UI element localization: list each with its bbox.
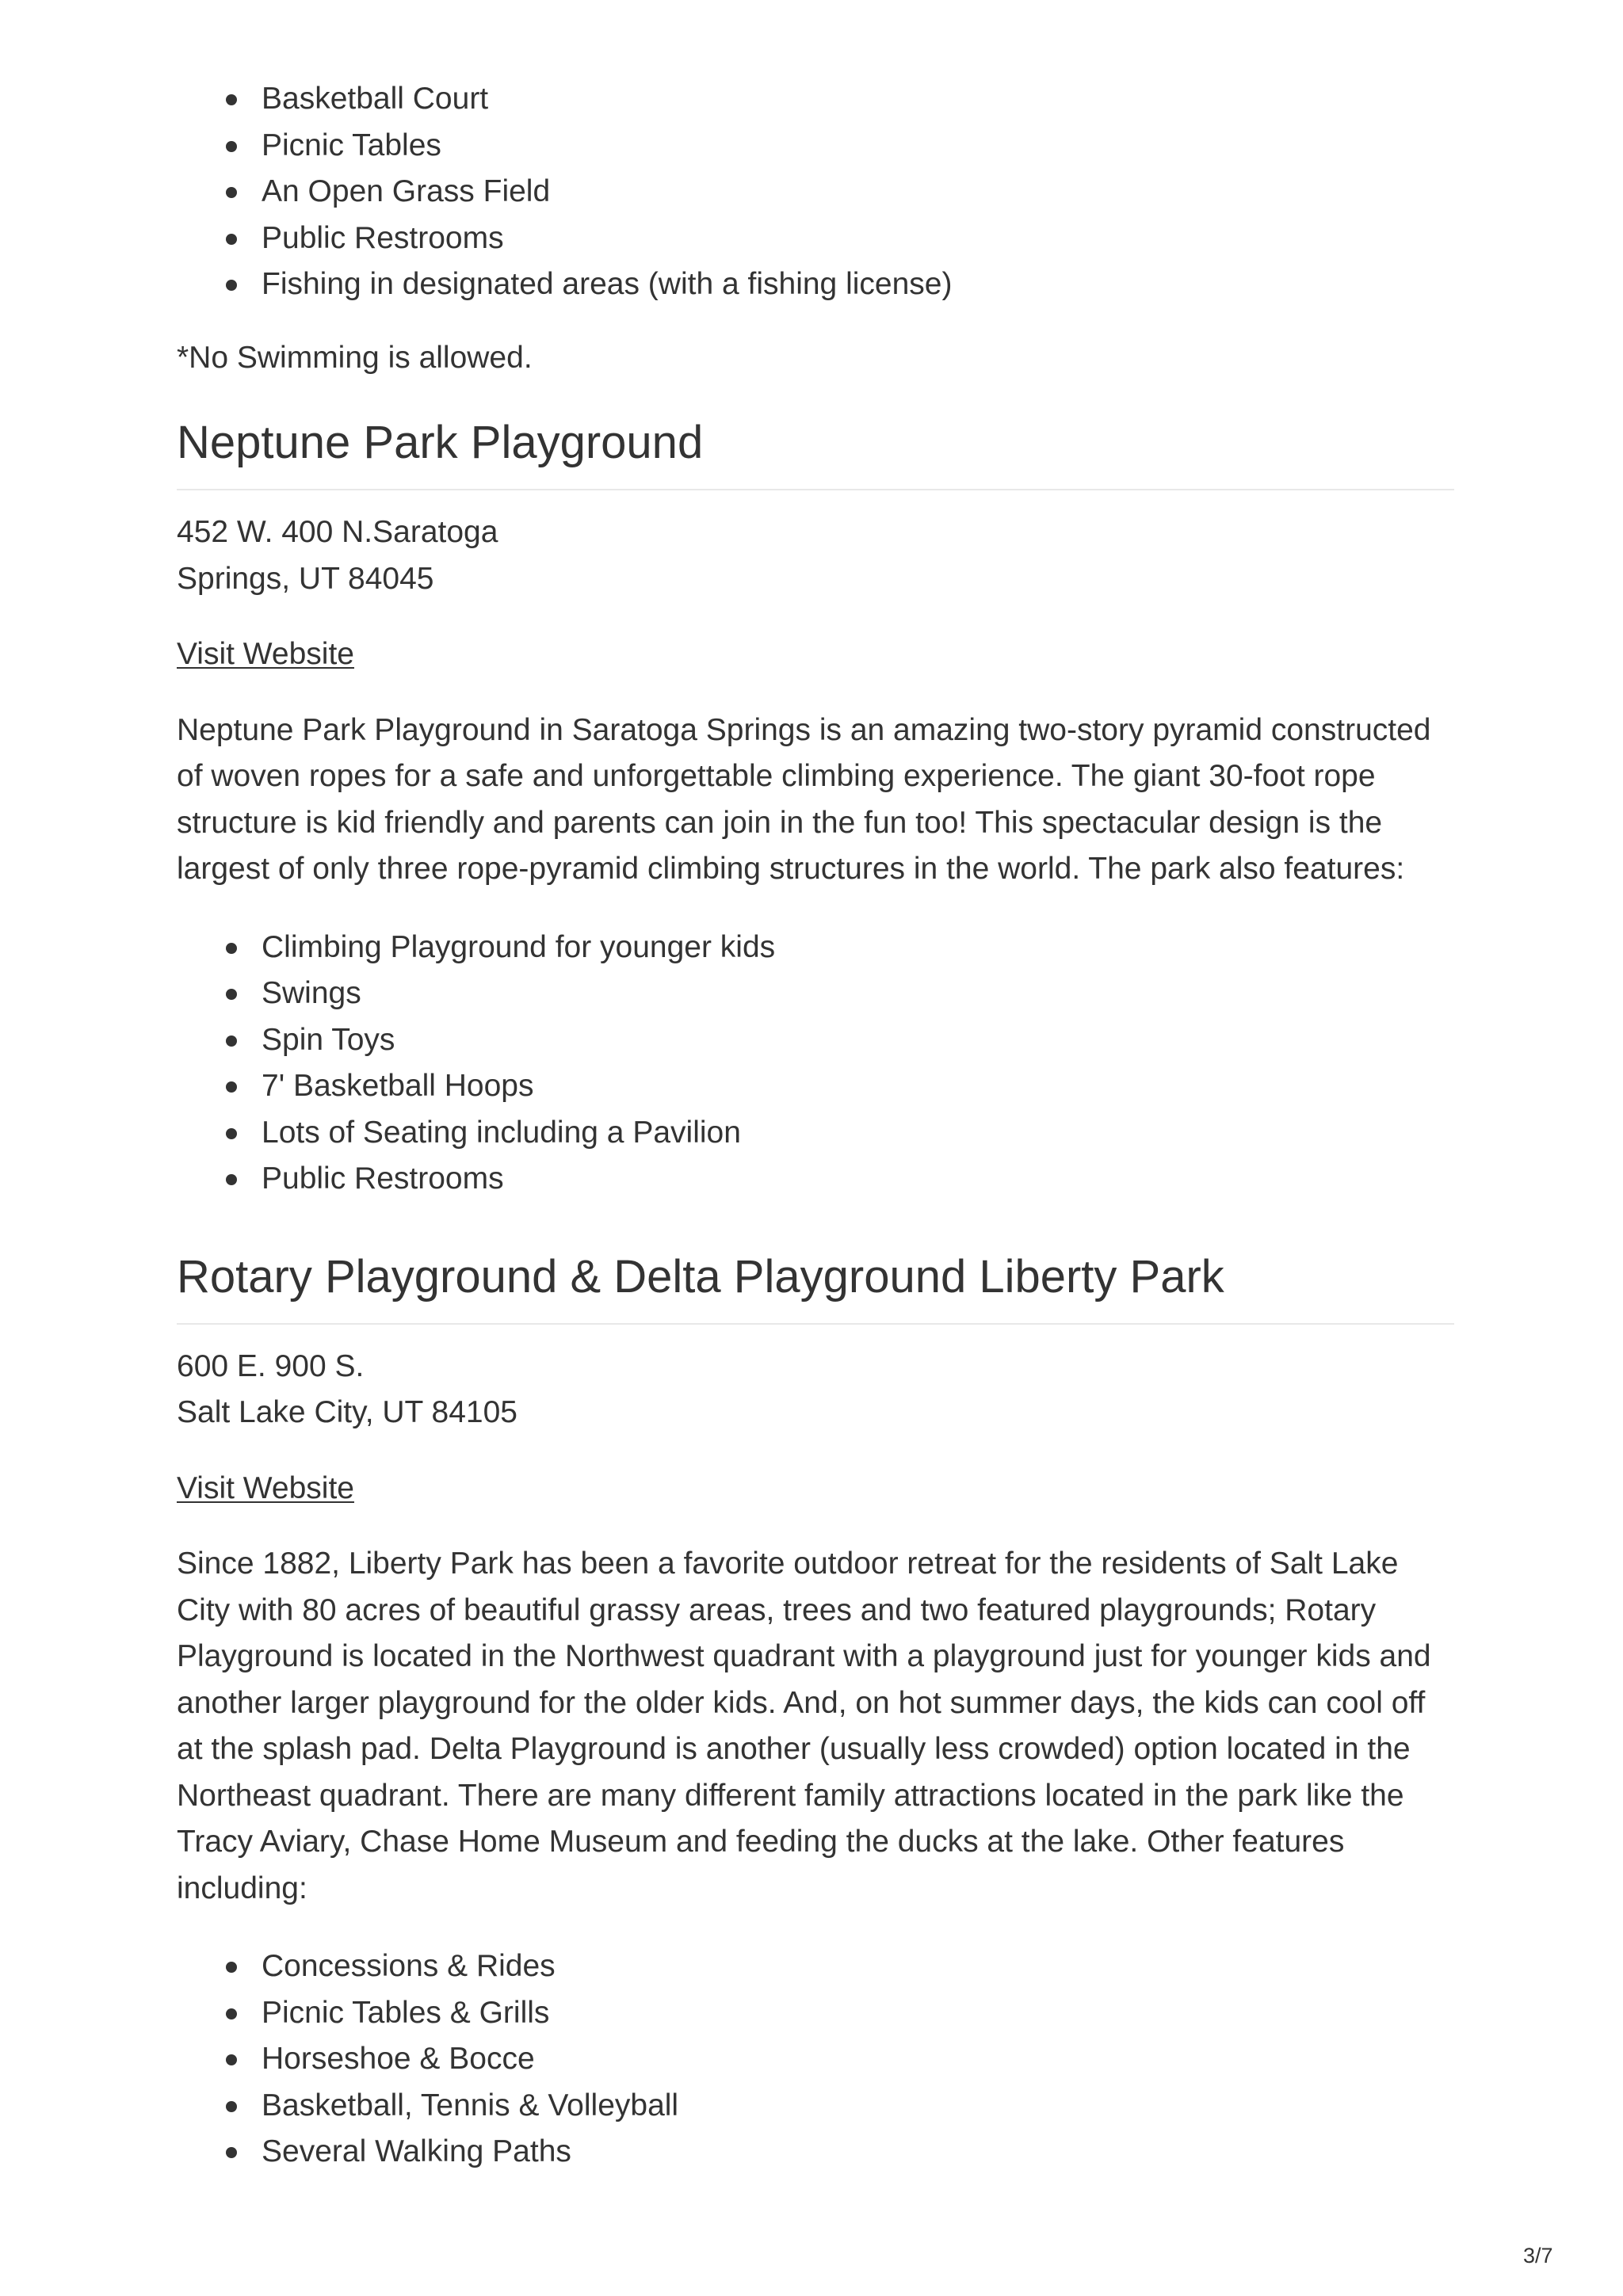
list-item: Concessions & Rides (262, 1943, 1454, 1990)
section-title: Neptune Park Playground (177, 414, 1454, 490)
list-item: Fishing in designated areas (with a fishing license) (262, 261, 1454, 308)
section-description: Neptune Park Playground in Saratoga Springs is an amazing two-story pyramid constructed of woven ropes for a safe and unforgettable climbing experience. The giant 30-foot rope structure is kid friendly and parents can join in the fun too! This spectacular design is the largest of only three rope-pyramid climbing structures in the world. The park also features: (177, 712, 1431, 886)
list-item: 7' Basketball Hoops (262, 1063, 1454, 1110)
page-number: 3/7 (1523, 2244, 1553, 2267)
list-item: Picnic Tables & Grills (262, 1990, 1454, 2037)
list-item: Public Restrooms (262, 1156, 1454, 1203)
visit-website-row (177, 631, 1454, 678)
visit-website-link[interactable]: Visit Website (177, 1470, 354, 1505)
features-list (177, 925, 1454, 1203)
address (177, 509, 1454, 602)
list-item: Swings (262, 971, 1454, 1017)
address-line-1: 452 W. 400 N.Saratoga (177, 515, 498, 549)
list-item: Several Walking Paths (262, 2129, 1454, 2176)
section-title: Rotary Playground & Delta Playground Liberty Park (177, 1249, 1454, 1325)
address-line-1: 600 E. 900 S. (177, 1348, 365, 1383)
amenities-list (177, 76, 1454, 308)
features-list (177, 1943, 1454, 2176)
address-line-2: Salt Lake City, UT 84105 (177, 1395, 517, 1429)
list-item: Climbing Playground for younger kids (262, 925, 1454, 971)
no-swimming-note: *No Swimming is allowed. (177, 340, 533, 375)
list-item: An Open Grass Field (262, 169, 1454, 215)
visit-website-link[interactable]: Visit Website (177, 637, 354, 671)
section-neptune-park (177, 414, 1454, 1203)
list-item: Horseshoe & Bocce (262, 2036, 1454, 2083)
list-item: Public Restrooms (262, 215, 1454, 262)
list-item: Basketball, Tennis & Volleyball (262, 2083, 1454, 2130)
section-description: Since 1882, Liberty Park has been a favorite outdoor retreat for the residents of Salt Lake City with 80 acres of beautiful grassy areas, trees and two featured playgrounds; Rotary Playground is located in the Northwest quadrant with a playground just for younger kids and another larger playground for the older kids. And, on hot summer days, the kids can cool off at the splash pad. Delta Playground is another (usually less crowded) option located in the Northeast quadrant. There are many different family attractions located in the park like the Tracy Aviary, Chase Home Museum and feeding the ducks at the lake. Other features including: (177, 1547, 1431, 1905)
list-item: Basketball Court (262, 76, 1454, 123)
list-item: Picnic Tables (262, 123, 1454, 170)
list-item: Lots of Seating including a Pavilion (262, 1110, 1454, 1157)
address (177, 1344, 1454, 1436)
visit-website-row (177, 1466, 1454, 1512)
address-line-2: Springs, UT 84045 (177, 561, 434, 596)
section-liberty-park (177, 1249, 1454, 2176)
page-content (177, 76, 1454, 2176)
list-item: Spin Toys (262, 1017, 1454, 1064)
